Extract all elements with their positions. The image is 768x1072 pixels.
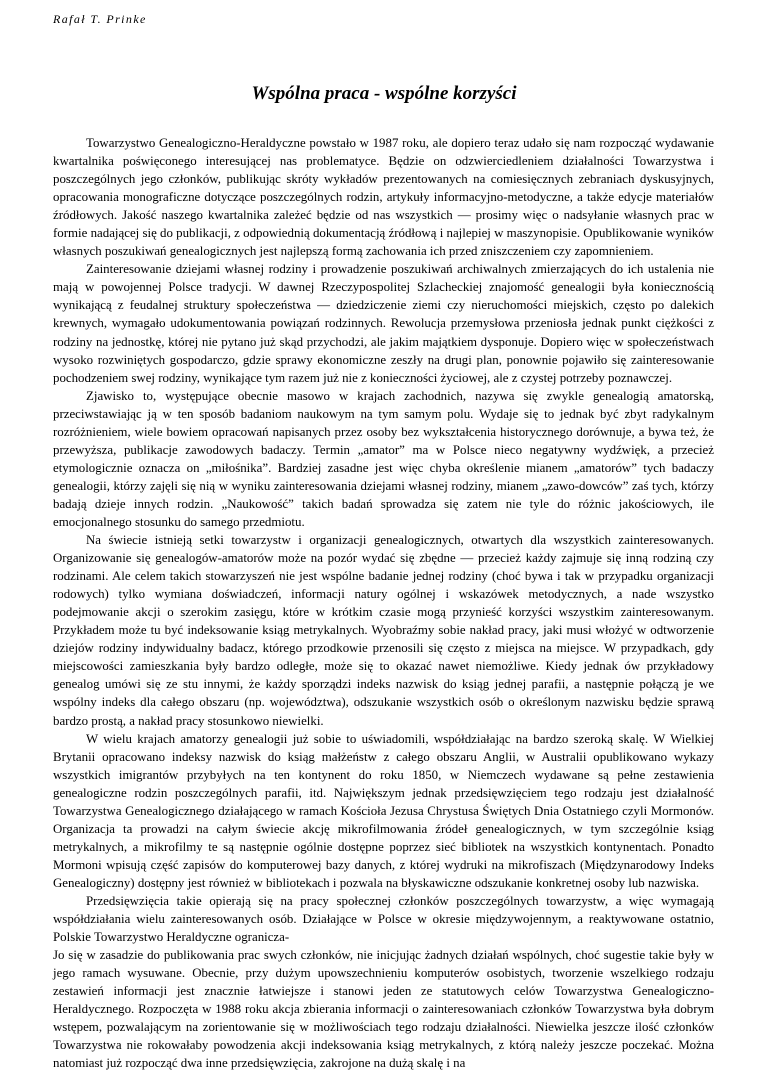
paragraph: Jo się w zasadzie do publikowania prac swych członków, nie inicjując żadnych działań wspólnych, choć sugestie takie były w jego ramach wysuwane. Obecnie, przy dużym upowszechnieniu komputerów osobistych, tworzenie wszelkiego rodzaju zestawień informacji jest znacznie łatwiejsze i stanowi jeden ze statutowych celów Towarzystwa Genealogiczno-Heraldycznego. Rozpoczęta w 1988 roku akcja zbierania informacji o zainteresowaniach członków Towarzystwa była dobrym wstępem, pozwalającym na zorientowanie się w możliwościach tego rodzaju działalności. Niewielka jeszcze ilość członków Towarzystwa nie rokowałaby powodzenia akcji indeksowania ksiąg metrykalnych, z którą należy jeszcze poczekać. Można natomiast już rozpocząć dwa inne przedsięwzięcia, zakrojone na dużą skalę i na bbox=[53, 948, 714, 1071]
paragraph: Przedsięwzięcia takie opierają się na pracy społecznej członków poszczególnych towarzystw, a więc wymagają współdziałania wielu zainteresowanych osób. Działające w Polsce w okresie międzywojennym, a reaktywowane ostatnio, Polskie Towarzystwo Heraldyczne ogranicza- bbox=[53, 893, 714, 945]
paragraph: Zainteresowanie dziejami własnej rodziny i prowadzenie poszukiwań archiwalnych zmierzających do ich ustalenia nie mają w powojennej Polsce tradycji. W dawnej Rzeczypospolitej Szlacheckiej znajomość genealogii była koniecznością wynikającą z feudalnej struktury społeczeństwa — dziedziczenie ziemi czy nieruchomości miejskich, często po dalekich krewnych, wymagało udokumentowania powiązań rodzinnych. Rewolucja przemysłowa przeniosła jednak punkt ciężkości z rodziny na jednostkę, której nie pytano już skąd przychodzi, ale jakim majątkiem dysponuje. Dopiero więc w społeczeństwach wysoko rozwiniętych gospodarczo, gdzie sprawy ekonomiczne zeszły na drugi plan, ponownie pojawiło się zainteresowanie pochodzeniem swej rodziny, wynikające tym razem już nie z konieczności życiowej, ale z czystej potrzeby poznawczej. bbox=[53, 262, 714, 385]
paragraph: Towarzystwo Genealogiczno-Heraldyczne powstało w 1987 roku, ale dopiero teraz udało się nam rozpocząć wydawanie kwartalnika poświęconego interesującej nas problematyce. Będzie on odzwierciedleniem działalności Towarzystwa i poszczególnych jego członków, publikując skróty wykładów prezentowanych na comiesięcznych zebraniach dyskusyjnych, opracowania monograficzne dotyczące poszczególnych rodzin, artykuły informacyjno-metodyczne, a także edycje materiałów źródłowych. Jakość naszego kwartalnika zależeć będzie od nas wszystkich — prosimy więc o nadsyłanie własnych prac w formie nadającej się do publikacji, z odpowiednią dokumentacją źródłową i najlepiej w maszynopisie. Opublikowanie wyników własnych poszukiwań genealogicznych jest najlepszą formą zachowania ich przed zniszczeniem czy zapomnieniem. bbox=[53, 136, 714, 259]
paragraph: W wielu krajach amatorzy genealogii już sobie to uświadomili, współdziałając na bardzo szeroką skalę. W Wielkiej Brytanii opracowano indeksy nazwisk do ksiąg małżeństw z całego obszaru Anglii, w Australii opublikowano wykazy wszystkich imigrantów przybyłych na ten kontynent do roku 1850, w Niemczech wydawane są pełne zestawienia genealogiczne rodzin poszczególnych parafii, itd. Największym jednak przedsięwzięciem tego rodzaju jest działalność Towarzystwa Genealogicznego działającego w ramach Kościoła Jezusa Chrystusa Świętych Dnia Ostatniego czyli Mormonów. Organizacja ta prowadzi na całym świecie akcję mikrofilmowania źródeł genealogicznych, w tym szczególnie ksiąg metrykalnych, a mikrofilmy te są następnie ogólnie dostępne poprzez sieć bibliotek na wszystkich kontynentach. Ponadto Mormoni wpisują część zapisów do komputerowej bazy danych, z której wydruki na mikrofiszach (Międzynarodowy Indeks Genealogiczny) dostępny jest również w bibliotekach i pozwala na błyskawiczne odszukanie konkretnej osoby lub nazwiska. bbox=[53, 731, 714, 890]
article-title: Wspólna praca - wspólne korzyści bbox=[251, 83, 517, 104]
article-body bbox=[53, 134, 714, 1072]
running-head-author: Rafał T. Prinke bbox=[53, 12, 147, 26]
paragraph: Zjawisko to, występujące obecnie masowo w krajach zachodnich, nazywa się zwykle genealogią amatorską, przeciwstawiając ją w ten sposób badaniom naukowym na tym samym polu. Wydaje się to jednak być zbyt radykalnym rozróżnieniem, wiele bowiem opracowań napisanych przez osoby bez wykształcenia historycznego dorównuje, a bywa też, że przewyższa, publikacje zawodowych badaczy. Termin „amator” ma w Polsce nieco negatywny wydźwięk, a przecież etymologicznie oznacza on „miłośnika”. Bardziej zasadne jest więc chyba określenie mianem „amatorów” tych badaczy genealogii, którzy zajęli się nią w wyniku zainteresowania dziejami własnej rodziny, mianem „zawo-dowców” zaś tych, którzy badają dzieje innych rodzin. „Naukowość” takich badań sprowadza się zatem nie tyle do różnic jakościowych, ile emocjonalnego stosunku do samego przedmiotu. bbox=[53, 388, 714, 529]
paragraph: Na świecie istnieją setki towarzystw i organizacji genealogicznych, otwartych dla wszystkich zainteresowanych. Organizowanie się genealogów-amatorów może na pozór wydać się zbędne — przecież każdy zajmuje się inną rodziną czy rodzinami. Ale celem takich stowarzyszeń nie jest wspólne badanie jednej rodziny (choć bywa i tak w przypadku organizacji rodowych) tylko wymiana doświadczeń, informacji natury ogólnej i wskazówek metodycznych, a nade wszystko podejmowanie akcji o szerokim zasięgu, które w krótkim czasie mogą przynieść korzyści wszystkim zainteresowanym. Przykładem może tu być indeksowanie ksiąg metrykalnych. Wyobraźmy sobie nakład pracy, jaki musi włożyć w odtworzenie dziejów rodziny indywidualny badacz, którego przodkowie przenosili się często z miejsca na miejsce. W przypadkach, gdy miejscowości zamieszkania były bardzo odległe, może się to okazać nawet niemożliwe. Kiedy jednak ów przykładowy genealog umówi się ze stu innymi, że każdy sporządzi indeks nazwisk do ksiąg jednej parafii, a następnie połączą je we wspólny indeks dla całego obszaru (np. województwa), odszukanie wszystkich osób o określonym nazwisku będzie sprawą bardzo prostą, a nakład pracy stosunkowo niewielki. bbox=[53, 533, 714, 728]
